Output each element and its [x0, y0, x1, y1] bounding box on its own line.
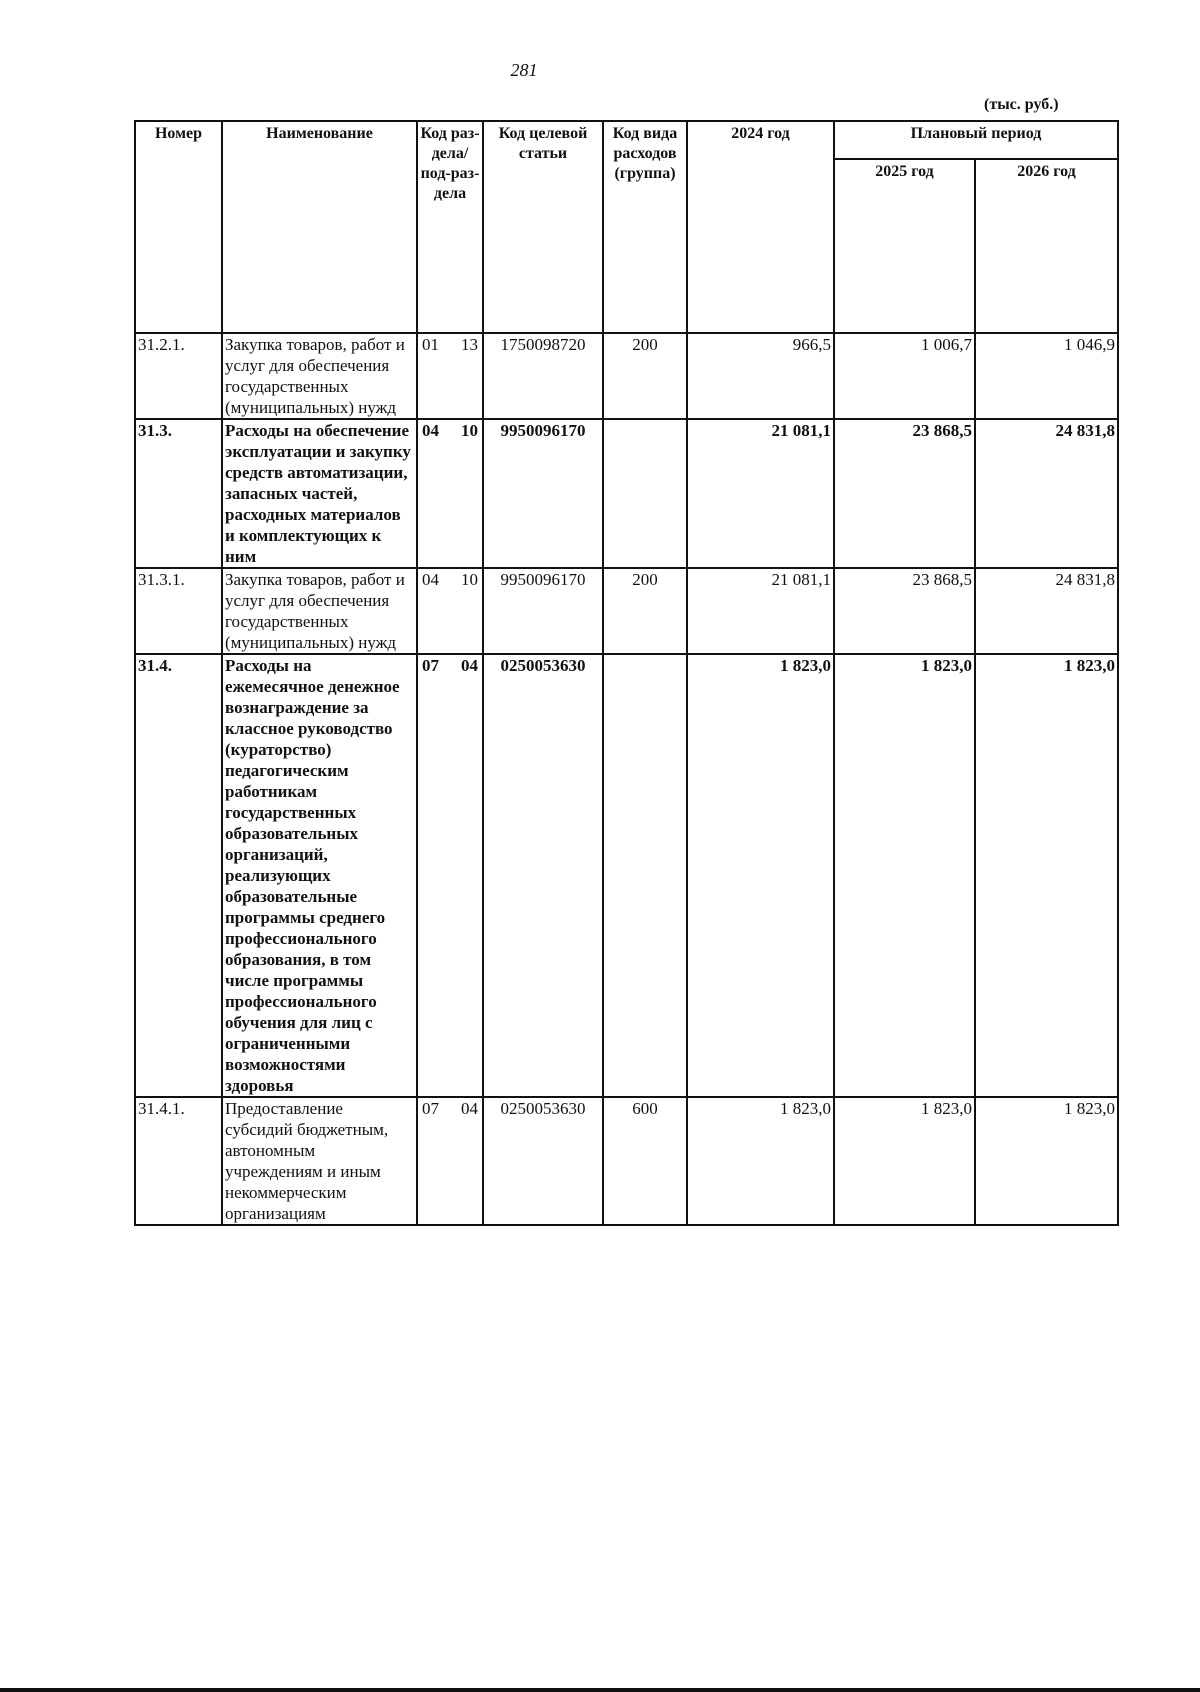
row-target-code: 1750098720 — [483, 333, 603, 419]
row-number: 31.2.1. — [135, 333, 222, 419]
row-expense-type — [603, 654, 687, 1097]
row-section-code — [417, 1097, 483, 1225]
table-body — [135, 333, 1118, 1225]
table-row — [135, 333, 1118, 419]
row-2024: 21 081,1 — [687, 568, 834, 654]
table-header — [135, 121, 1118, 333]
header-year-2024: 2024 год — [687, 121, 834, 333]
header-number: Номер — [135, 121, 222, 333]
row-number: 31.3.1. — [135, 568, 222, 654]
header-planned-period: Плановый период — [834, 121, 1118, 159]
row-2026: 24 831,8 — [975, 568, 1118, 654]
page-number: 281 — [510, 60, 538, 80]
row-subsection: 10 — [461, 570, 478, 589]
row-2025: 1 823,0 — [834, 1097, 975, 1225]
row-target-code: 0250053630 — [483, 1097, 603, 1225]
header-name: Наименование — [222, 121, 417, 333]
row-2024: 1 823,0 — [687, 1097, 834, 1225]
row-section-code — [417, 333, 483, 419]
row-2024: 966,5 — [687, 333, 834, 419]
row-2026: 1 823,0 — [975, 654, 1118, 1097]
row-2025: 1 006,7 — [834, 333, 975, 419]
row-2026: 1 823,0 — [975, 1097, 1118, 1225]
header-expense-type-code: Код вида расходов (группа) — [603, 121, 687, 333]
row-number: 31.4.1. — [135, 1097, 222, 1225]
row-section: 07 — [422, 656, 439, 675]
table-row — [135, 654, 1118, 1097]
row-2024: 1 823,0 — [687, 654, 834, 1097]
row-target-code: 9950096170 — [483, 419, 603, 568]
scan-bottom-rule — [0, 1688, 1200, 1692]
header-year-2025: 2025 год — [834, 159, 975, 333]
row-subsection: 04 — [461, 1099, 478, 1118]
header-year-2026: 2026 год — [975, 159, 1118, 333]
units-label: (тыс. руб.) — [984, 96, 1059, 113]
row-expense-type: 600 — [603, 1097, 687, 1225]
table-row — [135, 568, 1118, 654]
row-expense-type: 200 — [603, 568, 687, 654]
header-target-code: Код целевой статьи — [483, 121, 603, 333]
row-number: 31.4. — [135, 654, 222, 1097]
row-name: Закупка товаров, работ и услуг для обеспечения государственных (муниципальных) нужд — [222, 333, 417, 419]
row-section: 01 — [422, 335, 439, 354]
row-section-code — [417, 568, 483, 654]
header-section-code: Код раз-дела/ под-раз-дела — [417, 121, 483, 333]
row-2026: 1 046,9 — [975, 333, 1118, 419]
row-section-code — [417, 419, 483, 568]
row-subsection: 04 — [461, 656, 478, 675]
row-2024: 21 081,1 — [687, 419, 834, 568]
row-2025: 23 868,5 — [834, 568, 975, 654]
row-name: Закупка товаров, работ и услуг для обеспечения государственных (муниципальных) нужд — [222, 568, 417, 654]
row-section-code — [417, 654, 483, 1097]
row-2025: 23 868,5 — [834, 419, 975, 568]
row-section: 07 — [422, 1099, 439, 1118]
table-row — [135, 1097, 1118, 1225]
row-expense-type — [603, 419, 687, 568]
row-section: 04 — [422, 421, 439, 440]
row-number: 31.3. — [135, 419, 222, 568]
row-section: 04 — [422, 570, 439, 589]
row-2025: 1 823,0 — [834, 654, 975, 1097]
row-name: Расходы на ежемесячное денежное вознаграждение за классное руководство (кураторство) педагогическим работникам государственных образовательных организаций, реализующих образовательные программы среднего профессионального образования, в том числе программы профессионального обучения для лиц с ограниченными возможностями здоровья — [222, 654, 417, 1097]
row-2026: 24 831,8 — [975, 419, 1118, 568]
row-name: Предоставление субсидий бюджетным, автономным учреждениям и иным некоммерческим организациям — [222, 1097, 417, 1225]
row-name: Расходы на обеспечение эксплуатации и закупку средств автоматизации, запасных частей, расходных материалов и комплектующих к ним — [222, 419, 417, 568]
row-target-code: 0250053630 — [483, 654, 603, 1097]
row-expense-type: 200 — [603, 333, 687, 419]
row-target-code: 9950096170 — [483, 568, 603, 654]
row-subsection: 10 — [461, 421, 478, 440]
row-subsection: 13 — [461, 335, 478, 354]
table-row — [135, 419, 1118, 568]
budget-table — [134, 120, 1119, 1226]
